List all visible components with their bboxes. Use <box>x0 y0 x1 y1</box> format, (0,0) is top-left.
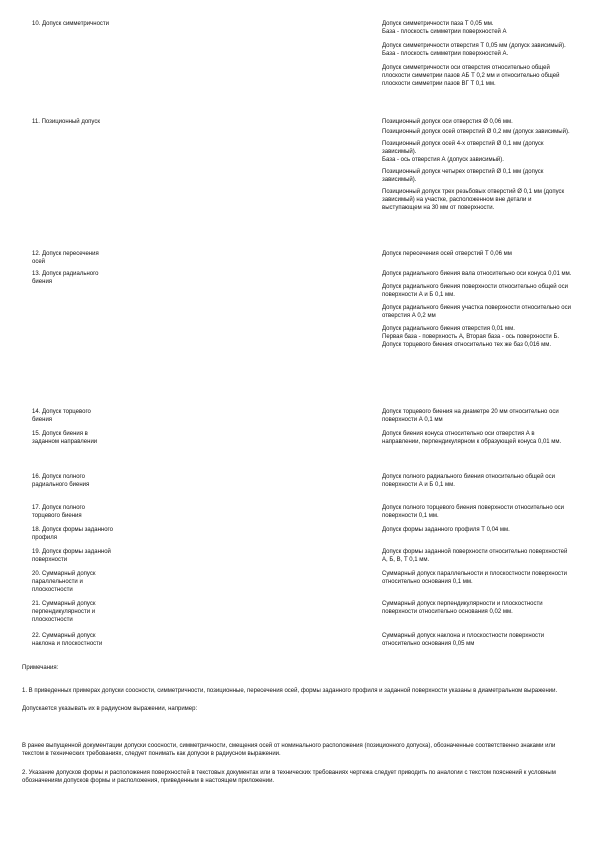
tolerance-row <box>32 270 572 349</box>
tolerance-row <box>32 548 572 564</box>
tolerance-examples <box>382 632 572 648</box>
tolerance-examples <box>382 570 572 586</box>
tolerance-row <box>32 570 572 594</box>
tolerance-example-text: Допуск симметричности оси отверстия относительно общей плоскости симметрии пазов АБ Т 0,2 мм и относительно общей плоскости симметрии пазов ВГ Т 0,1 мм. <box>382 65 560 87</box>
tolerance-examples <box>382 430 572 446</box>
tolerance-name: 19. Допуск формы заданной поверхности <box>32 549 111 563</box>
tolerance-name: 15. Допуск биения в заданном направлении <box>32 431 98 445</box>
tolerance-name: 20. Суммарный допуск параллельности и плоскостности <box>32 571 96 593</box>
tolerance-examples <box>382 526 572 534</box>
tolerance-example-text: Допуск формы заданного профиля Т 0,04 мм. <box>382 527 510 533</box>
tolerance-row <box>32 118 572 212</box>
tolerance-example-text: Допуск радиального биения отверстия 0,01 мм. Первая база - поверхность А, Вторая база - ось поверхности Б. Допуск торцевого биения относительно тех же баз 0,016 мм. <box>382 326 560 348</box>
tolerance-example-text: Позиционный допуск трех резьбовых отверстий Ø 0,1 мм (допуск зависимый) на участке, расположенном вне детали и выступающем на 30 мм от поверхности. <box>382 189 565 211</box>
tolerance-example-text: Допуск торцевого биения на диаметре 20 мм относительно оси поверхности А 0,1 мм <box>382 409 559 423</box>
tolerance-example-text: Допуск радиального биения поверхности относительно общей оси поверхности А и Б 0,1 мм. <box>382 284 568 298</box>
tolerance-name: 22. Суммарный допуск наклона и плоскостности <box>32 633 103 647</box>
note-1-legacy-remark: В ранее выпущенной документации допуски соосности, симметричности, смещения осей от номинального расположения (позиционного допуска), обозначенные соответственно знаками или текстом в технических требованиях, следует понимать как допуски в радиусном выражении. <box>22 742 556 757</box>
tolerance-examples <box>382 548 572 564</box>
tolerance-examples <box>382 270 572 349</box>
tolerance-row <box>32 250 572 266</box>
note-2: 2. Указание допусков формы и расположения поверхностей в текстовых документах или в технических требованиях чертежа следует приводить по аналогии с текстом пояснений к условным обозначениям допусков формы и расположения, приведенным в настоящем приложении. <box>22 769 556 784</box>
tolerance-examples <box>382 504 572 520</box>
tolerance-examples <box>382 600 572 616</box>
tolerance-example-text: Допуск полного радиального биения относительно общей оси поверхности А и Б 0,1 мм. <box>382 474 555 488</box>
tolerance-name: 11. Позиционный допуск <box>32 119 100 125</box>
tolerance-example-text: Суммарный допуск перпендикулярности и плоскостности поверхности относительно основания 0,02 мм. <box>382 601 543 615</box>
tolerance-row <box>32 526 572 542</box>
tolerance-row <box>32 430 572 446</box>
tolerance-name: 18. Допуск формы заданного профиля <box>32 527 113 541</box>
tolerance-example-text: Суммарный допуск параллельности и плоскостности поверхности относительно основания 0,1 мм. <box>382 571 568 585</box>
tolerance-row <box>32 408 572 424</box>
tolerance-row <box>32 632 572 648</box>
tolerance-example-text: Суммарный допуск наклона и плоскостности поверхности относительно основания 0,05 мм <box>382 633 545 647</box>
note-1-radius-remark: Допускается указывать их в радиусном выражении, например: <box>22 706 198 712</box>
tolerance-name: 10. Допуск симметричности <box>32 21 110 27</box>
tolerance-example-text: Допуск формы заданной поверхности относительно поверхностей А, Б, В, Т 0,1 мм. <box>382 549 568 563</box>
tolerance-example-text: Позиционный допуск осей 4-х отверстий Ø 0,1 мм (допуск зависимый). База - ось отверстия А (допуск зависимый). <box>382 141 544 163</box>
tolerance-example-text: Допуск полного торцевого биения поверхности относительно оси поверхности 0,1 мм. <box>382 505 565 519</box>
tolerance-examples <box>382 250 572 258</box>
tolerance-row <box>32 600 572 624</box>
tolerance-row <box>32 504 572 520</box>
tolerance-name: 21. Суммарный допуск перпендикулярности и плоскостности <box>32 601 96 623</box>
notes-heading: Примечания: <box>22 665 59 671</box>
tolerance-example-text: Допуск радиального биения участка поверхности относительно оси отверстия А 0,2 мм <box>382 305 571 319</box>
note-1: 1. В приведенных примерах допуски соосности, симметричности, позиционные, пересечения осей, формы заданного профиля и заданной поверхности указаны в диаметральном выражении. <box>22 687 558 694</box>
tolerance-example-text: Допуск симметричности отверстия Т 0,05 мм (допуск зависимый). База - плоскость симметрии поверхностей А. <box>382 43 566 57</box>
tolerance-example-text: Позиционный допуск четырех отверстий Ø 0,1 мм (допуск зависимый). <box>382 169 544 183</box>
tolerance-example-text: Позиционный допуск осей отверстий Ø 0,2 мм (допуск зависимый). <box>382 129 570 135</box>
tolerance-name: 17. Допуск полного торцевого биения <box>32 505 85 519</box>
tolerance-examples <box>382 408 572 424</box>
tolerance-examples <box>382 118 572 212</box>
notes-section <box>22 664 567 786</box>
tolerance-examples <box>382 20 572 88</box>
tolerance-example-text: Допуск симметричности паза Т 0,05 мм. База - плоскость симметрии поверхностей А <box>382 21 507 35</box>
tolerance-name: 14. Допуск торцевого биения <box>32 409 91 423</box>
tolerance-example-text: Допуск биения конуса относительно оси отверстия А в направлении, перпендикулярном к образующей конуса 0,01 мм. <box>382 431 562 445</box>
tolerance-row <box>32 473 572 489</box>
tolerance-name: 13. Допуск радиального биения <box>32 271 99 285</box>
tolerance-example-text: Допуск радиального биения вала относительно оси конуса 0,01 мм. <box>382 271 572 277</box>
tolerance-example-text: Допуск пересечения осей отверстий Т 0,06 мм <box>382 251 512 257</box>
tolerance-row <box>32 20 572 88</box>
tolerance-name: 12. Допуск пересечения осей <box>32 251 99 265</box>
tolerance-examples <box>382 473 572 489</box>
tolerance-name: 16. Допуск полного радиального биения <box>32 474 90 488</box>
tolerance-example-text: Позиционный допуск оси отверстия Ø 0,06 мм. <box>382 119 513 125</box>
